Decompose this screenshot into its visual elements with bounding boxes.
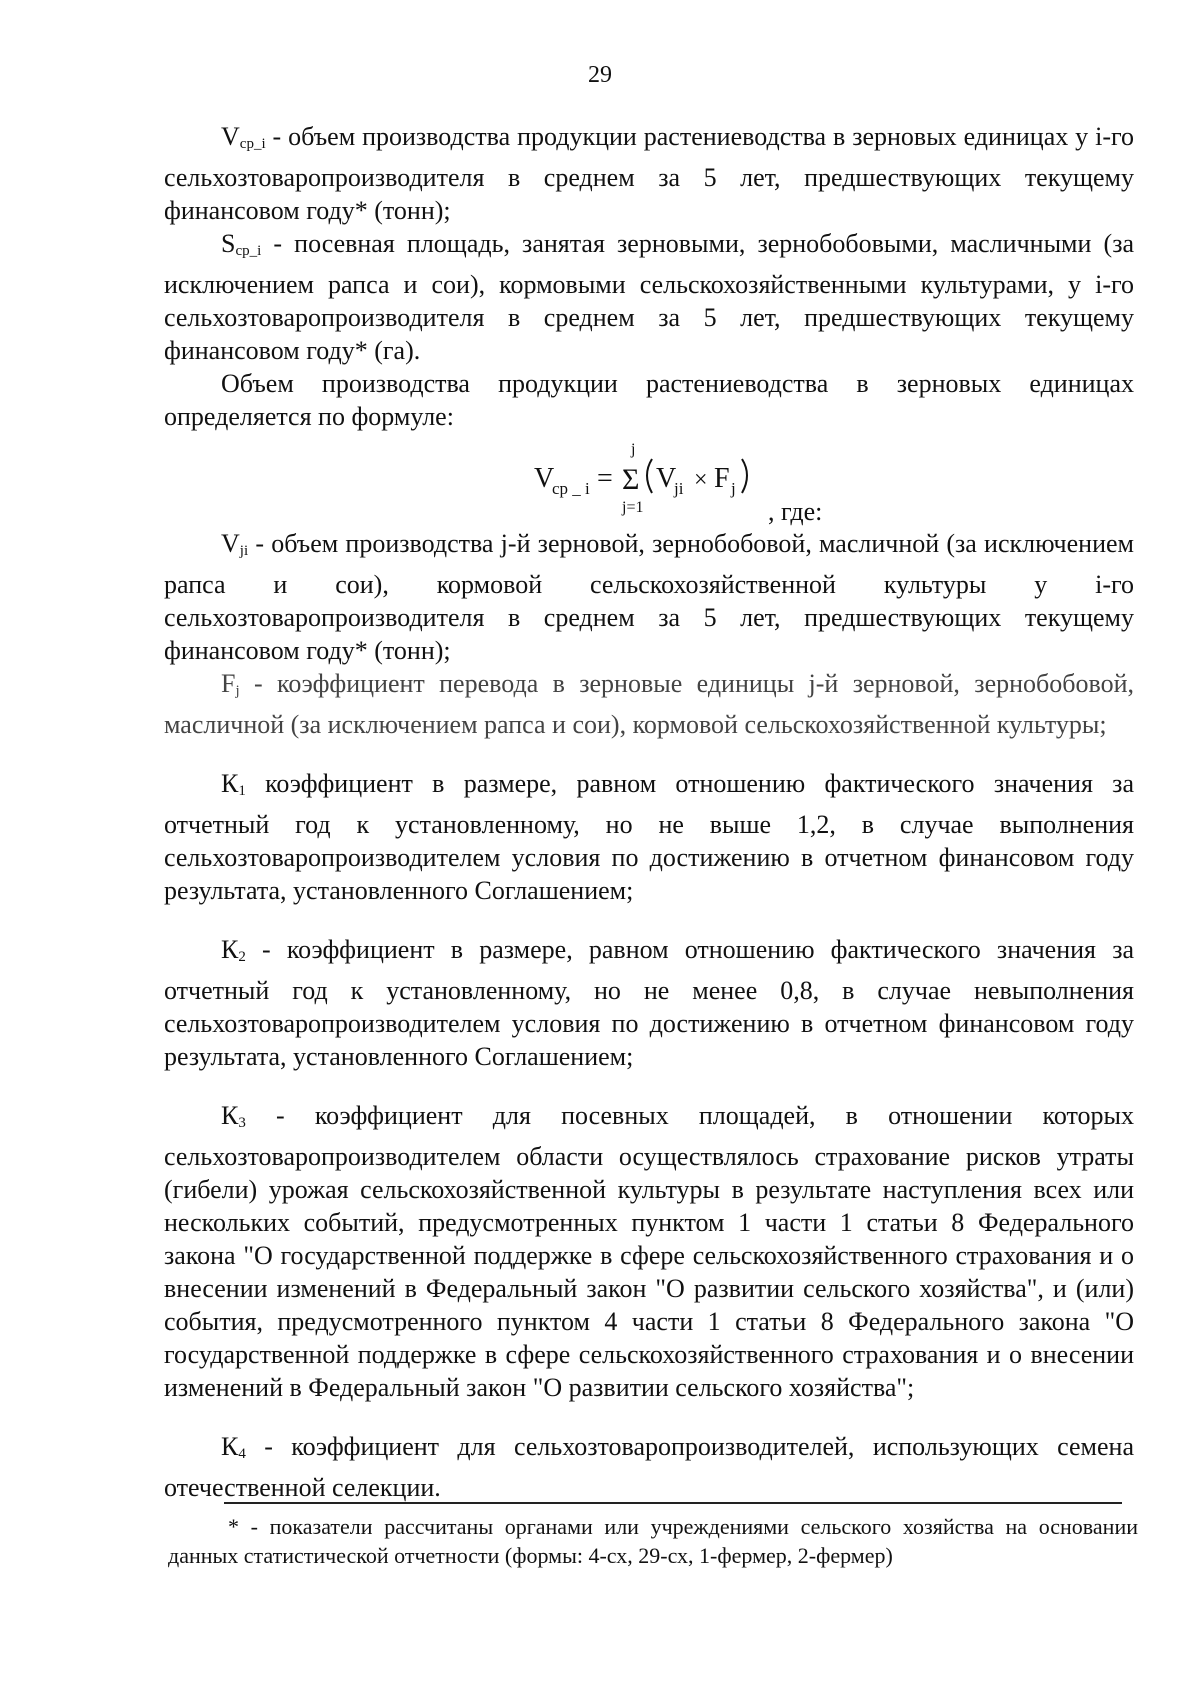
definition-k1 <box>164 767 1134 907</box>
definition-text: - коэффициент перевода в зерновые единицы j-й зерновой, зернобобовой, масличной (за исключением рапса и сои), кормовой сельскохозяйственной культуры; <box>164 669 1134 739</box>
definition-text: - коэффициент для сельхозтоваропроизводителей, использующих семена отечественной селекции. <box>164 1432 1134 1502</box>
sum-lower-limit: j=1 <box>622 499 644 516</box>
symbol-main: F <box>221 669 236 698</box>
left-paren <box>647 459 652 493</box>
definition-text: - посевная площадь, занятая зерновыми, зернобобовыми, масличными (за исключением рапса и сои), кормовыми сельскохозяйственными культурами, у i-го сельхозтоваропроизводителя в среднем за 5 лет, предшествующих текущему финансовом году* (га). <box>164 229 1134 365</box>
formula-lhs-subscript: ср _ i <box>552 479 590 498</box>
formula-where: , где: <box>768 497 823 526</box>
formula-term-f-subscript: j <box>731 479 736 498</box>
symbol-main: К <box>221 1432 239 1461</box>
sum-sign: Σ <box>622 463 640 496</box>
definition-fj <box>164 667 1134 741</box>
definition-text: коэффициент в размере, равном отношению фактического значения за отчетный год к установленному, но не выше 1,2, в случае выполнения сельхозтоваропроизводителем условия по достижению в отчетном финансовом году результата, установленного Соглашением; <box>164 769 1134 905</box>
symbol-main: К <box>221 769 239 798</box>
formula-term-v-subscript: ji <box>674 479 684 498</box>
definition-k2 <box>164 933 1134 1073</box>
formula-equals: = <box>597 463 613 494</box>
formula-term-f: F <box>714 463 730 494</box>
page-number: 29 <box>588 62 612 88</box>
definition-scp <box>164 227 1134 367</box>
symbol-subscript: ср_i <box>235 243 262 259</box>
symbol-subscript: 3 <box>238 1115 246 1131</box>
definition-k3 <box>164 1099 1134 1404</box>
symbol-main: S <box>221 229 236 258</box>
formula <box>534 437 774 527</box>
formula-lhs: V <box>534 463 555 494</box>
symbol-main: К <box>221 1101 239 1130</box>
formula-intro: Объем производства продукции растениеводства в зерновых единицах определяется по формуле: <box>164 369 1134 431</box>
symbol-main: V <box>221 529 240 558</box>
footnote-text: * - показатели рассчитаны органами или учреждениями сельского хозяйства на основании данных статистической отчетности (формы: 4-сх, 29-сх, 1-фермер, 2-фермер) <box>168 1514 1138 1568</box>
definition-text: - коэффициент для посевных площадей, в отношении которых сельхозтоваропроизводителем области осуществлялось страхование рисков утраты (гибели) урожая сельскохозяйственной культуры в результате наступления всех или нескольких событий, предусмотренных пунктом 1 части 1 статьи 8 Федерального закона "О государственной поддержке в сфере сельскохозяйственного страхования и о внесении изменений в Федеральный закон "О развитии сельского хозяйства", и (или) события, предусмотренного пунктом 4 части 1 статьи 8 Федерального закона "О государственной поддержке в сфере сельскохозяйственного страхования и о внесении изменений в Федеральный закон "О развитии сельского хозяйства"; <box>164 1101 1134 1402</box>
definition-text: - объем производства j-й зерновой, зернобобовой, масличной (за исключением рапса и сои), кормовой сельскохозяйственной культуры у i-го сельхозтоваропроизводителя в среднем за 5 лет, предшествующих текущему финансовом году* (тонн); <box>164 529 1134 665</box>
document-body <box>164 120 1134 1504</box>
symbol-subscript: j <box>235 683 240 699</box>
footnote <box>168 1512 1138 1570</box>
symbol-subscript: 2 <box>238 949 246 965</box>
sum-upper-limit: j <box>631 441 636 458</box>
symbol-subscript: 4 <box>238 1446 246 1462</box>
formula-block <box>164 437 1134 527</box>
definition-vcp <box>164 120 1134 227</box>
definition-k4 <box>164 1430 1134 1504</box>
right-paren <box>742 459 747 493</box>
definition-text: - коэффициент в размере, равном отношению фактического значения за отчетный год к установленному, но не менее 0,8, в случае невыполнения сельхозтоваропроизводителем условия по достижению в отчетном финансовом году результата, установленного Соглашением; <box>164 935 1134 1071</box>
formula-times: × <box>694 467 708 493</box>
symbol-subscript: 1 <box>238 783 246 799</box>
formula-term-v: V <box>656 463 677 494</box>
definition-text: - объем производства продукции растениеводства в зерновых единицах у i-го сельхозтоваропроизводителя в среднем за 5 лет, предшествующих текущему финансовом году* (тонн); <box>164 122 1134 225</box>
symbol-main: К <box>221 935 239 964</box>
symbol-main: V <box>221 122 240 151</box>
footnote-separator <box>224 1502 1122 1504</box>
symbol-subscript: ji <box>239 543 249 559</box>
symbol-subscript: ср_i <box>239 136 266 152</box>
definition-vji <box>164 527 1134 667</box>
